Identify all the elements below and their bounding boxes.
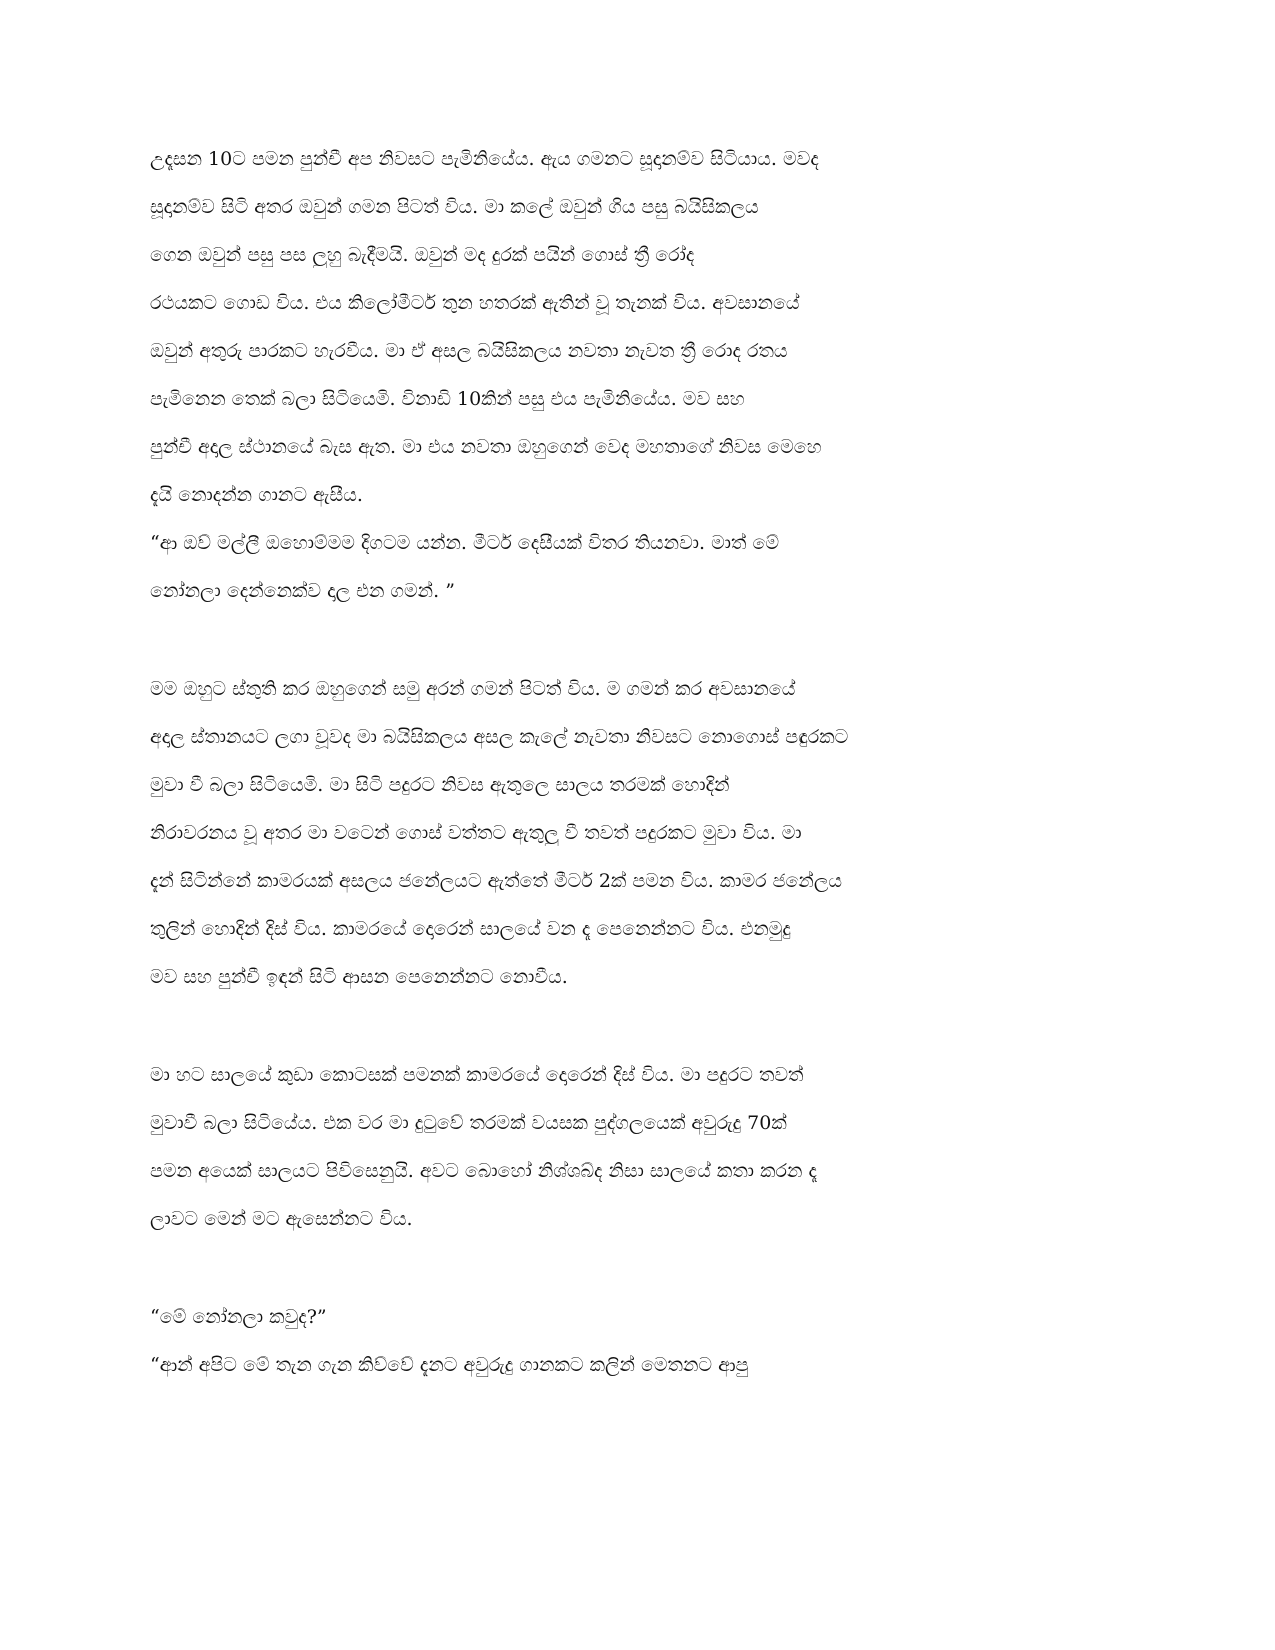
text-line: ඔවුන් අතුරු පාරකට හැරවීය. මා ඒ අසල බයිසිකලය නවතා නැවත ත්‍රී රොද රතය xyxy=(150,340,788,362)
text-line: ගෙන ඔවුන් පසු පස ලුහු බැදීමයි. ඔවුන් මද දුරක් පයින් ගොස් ත්‍රී රෝද xyxy=(150,244,695,266)
quote-line: නෝනලා දෙන්නෙක්ව දාල එන ගමන්. ” xyxy=(150,580,455,602)
text-line: මව සහ පුන්චී ඉඳන් සිටි ආසන පෙනෙන්නට නොවීය. xyxy=(150,966,568,988)
text-line: සූදානම්ව සිටි අතර ඔවුන් ගමන පිටත් විය. මා කලේ ඔවුන් ගිය පසු බයිසිකලය xyxy=(150,196,759,218)
text-line: මුවාවී බලා සිටියේය. එක වර මා දුටුවේ තරමක් වයසක පුද්ගලයෙක් අවුරුදු 70ක් xyxy=(150,1112,787,1134)
text-line: මම ඔහුට ස්තුති කර ඔහුගෙන් සමු අරන් ගමන් පිටත් විය. ම ගමන් කර අවසානයේ xyxy=(150,678,796,700)
text-line: අදාල ස්තානයට ලගා වූවද මා බයිසිකලය අසල කැලේ නැවතා නිවසට නොගොස් පඳුරකට xyxy=(150,726,849,748)
text-line: දැන් සිටින්නේ කාමරයක් අසලය ජනේලයට ඇත්තේ මීටර් 2ක් පමන විය. කාමර ජනේලය xyxy=(150,870,843,892)
text-line: මුවා වී බලා සිටියෙමි. මා සිටි පදුරට නිවස ඇතුලෙ සාලය තරමක් හොදින් xyxy=(150,774,730,796)
text-line: පුන්චී අදාල ස්ථානයේ බැස ඇත. මා එය නවතා ඔහුගෙන් වෙද මහතාගේ නිවස මෙහෙ xyxy=(150,436,822,458)
quote-line: “ආ ඔව් මල්ලී ඔහොම්මම දිගටම යන්න. මීටර් දෙසීයක් විතර තියනවා. මාත් මේ xyxy=(150,532,780,554)
text-line: දැයි නොදන්න ගානට ඇසීය. xyxy=(150,484,363,506)
quote-line: “ආන් අපිට මේ තැන ගැන කිව්වේ දැනට අවුරුදු ගානකට කලින් මෙතනට ආපු xyxy=(150,1354,749,1376)
quote-line: “මේ නෝනලා කවුද?” xyxy=(150,1306,327,1328)
text-line: රථයකට ගොඩ විය. එය කිලෝමීටර් තුන හතරක් ඇතින් වූ තැනක් විය. අවසානයේ xyxy=(150,292,800,314)
text-line: මා හට සාලයේ කුඩා කොටසක් පමනක් කාමරයේ දොරෙන් දිස් විය. මා පදුරට තවත් xyxy=(150,1064,804,1086)
text-line: නිරාවරනය වූ අතර මා වටෙන් ගොස් වත්තට ඇතුලු වී තවත් පදුරකට මුවා විය. මා xyxy=(150,822,802,844)
text-line: ලාවට මෙන් මට ඇසෙන්නට විය. xyxy=(150,1208,413,1230)
text-line: පමන අයෙක් සාලයට පිවිසෙනුයි. අවට බොහෝ නිශ්ශබ්ද නිසා සාලයේ කතා කරන දෑ xyxy=(150,1160,817,1182)
text-line: උදෑසන 10ට පමන පුන්චී අප නිවසට පැමිනියේය. ඇය ගමනට සූදානම්ව සිටියාය. මවද xyxy=(150,148,819,170)
text-line: පැමිනෙන තෙක් බලා සිටියෙමි. විනාඩි 10කින් පසු එය පැමිනියේය. මව සහ xyxy=(150,388,745,410)
text-line: තුලින් හොදින් දිස් විය. කාමරයේ දොරෙන් සාලයේ වන දෑ පෙනෙන්නට විය. එනමුදු xyxy=(150,918,791,940)
